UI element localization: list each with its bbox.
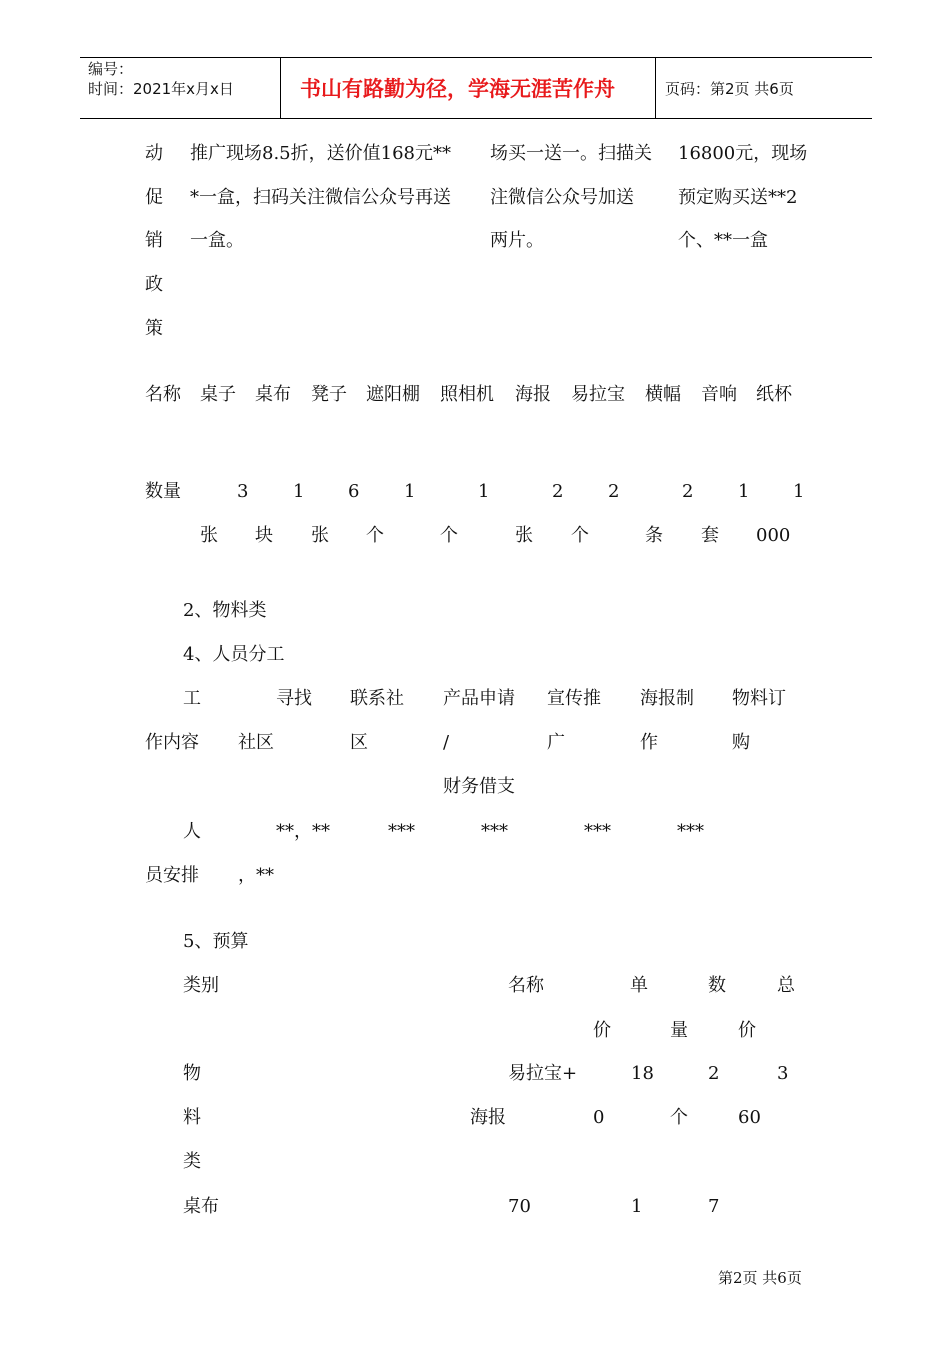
item-qty: 6	[348, 481, 360, 502]
header-top-rule	[80, 57, 872, 58]
staff-person: ，**	[238, 865, 274, 886]
items-name-label: 名称	[145, 384, 181, 405]
header-divider-left	[280, 57, 281, 119]
item-unit: 个	[571, 525, 589, 546]
staff-person: ***	[481, 821, 508, 842]
staff-task: 寻找	[276, 688, 312, 709]
item-name: 桌布	[255, 384, 291, 405]
budget-name-header: 名称	[508, 975, 544, 996]
staff-work-label: 工	[183, 688, 201, 709]
header-page-label: 页码：第2页 共6页	[665, 80, 794, 98]
staff-task: 购	[732, 732, 750, 753]
budget-item-price: 18	[631, 1063, 654, 1084]
staff-task: 区	[350, 732, 368, 753]
staff-task: 海报制	[640, 688, 694, 709]
staff-task: 广	[547, 732, 565, 753]
staff-person: ***	[388, 821, 415, 842]
footer-page-number: 第2页 共6页	[718, 1269, 802, 1287]
header-divider-right	[655, 57, 656, 119]
promo-line: *一盒，扫码关注微信公众号再送	[190, 187, 451, 208]
staff-task: 财务借支	[443, 776, 515, 797]
staff-task: 联系社	[350, 688, 404, 709]
item-unit: 条	[645, 525, 663, 546]
section-budget-heading: 5、预算	[183, 931, 249, 952]
header-bottom-rule	[80, 118, 872, 119]
item-unit: 000	[756, 525, 791, 546]
item-qty: 2	[608, 481, 620, 502]
promo-line: 一盒。	[190, 230, 244, 251]
header-number-label: 编号：	[88, 60, 134, 78]
budget-item-qty: 1	[631, 1196, 643, 1217]
item-name: 照相机	[440, 384, 494, 405]
staff-task: 物料订	[732, 688, 786, 709]
budget-item-total: 3	[777, 1063, 789, 1084]
item-qty: 1	[404, 481, 416, 502]
budget-item-name: 易拉宝+	[508, 1063, 578, 1084]
budget-item-price: 70	[508, 1196, 531, 1217]
promo-line: 16800元，现场	[678, 143, 808, 164]
item-unit: 张	[200, 525, 218, 546]
item-name: 音响	[701, 384, 737, 405]
budget-item-qty: 个	[670, 1107, 688, 1128]
header-motto: 书山有路勤为径，学海无涯苦作舟	[300, 77, 615, 101]
staff-task: 宣传推	[547, 688, 601, 709]
item-qty: 2	[552, 481, 564, 502]
promo-line: 两片。	[490, 230, 544, 251]
budget-category-char: 物	[183, 1063, 201, 1084]
section-materials-heading: 2、物料类	[183, 600, 267, 621]
promo-line: 注微信公众号加送	[490, 187, 634, 208]
header-time-label: 时间：2021年x月x日	[88, 80, 234, 98]
staff-task: 作	[640, 732, 658, 753]
budget-item-name: 桌布	[183, 1196, 219, 1217]
budget-total-header: 总	[777, 975, 795, 996]
promo-side-char: 销	[145, 230, 163, 251]
promo-side-char: 政	[145, 274, 163, 295]
promo-line: 场买一送一。扫描关	[490, 143, 652, 164]
budget-item-qty: 2	[708, 1063, 720, 1084]
item-qty: 1	[293, 481, 305, 502]
item-name: 桌子	[200, 384, 236, 405]
item-unit: 块	[255, 525, 273, 546]
budget-unit-price-header: 价	[593, 1020, 611, 1041]
promo-line: 推广现场8.5折，送价值168元**	[190, 143, 451, 164]
promo-side-char: 动	[145, 143, 163, 164]
item-unit: 张	[311, 525, 329, 546]
budget-total-header: 价	[738, 1020, 756, 1041]
item-qty: 1	[793, 481, 805, 502]
section-staffing-heading: 4、人员分工	[183, 644, 285, 665]
item-name: 海报	[515, 384, 551, 405]
promo-side-char: 促	[145, 187, 163, 208]
item-unit: 套	[701, 525, 719, 546]
items-qty-label: 数量	[145, 481, 181, 502]
staff-person: **，**	[276, 821, 330, 842]
budget-qty-header: 数	[708, 975, 726, 996]
staff-person-label: 员安排	[145, 865, 199, 886]
item-name: 易拉宝	[571, 384, 625, 405]
budget-unit-price-header: 单	[630, 975, 648, 996]
promo-line: 个、**一盒	[678, 230, 768, 251]
promo-side-char: 策	[145, 318, 163, 339]
item-name: 遮阳棚	[366, 384, 420, 405]
item-name: 纸杯	[756, 384, 792, 405]
item-qty: 1	[738, 481, 750, 502]
item-unit: 个	[366, 525, 384, 546]
staff-person: ***	[677, 821, 704, 842]
staff-person-label: 人	[183, 821, 201, 842]
budget-category-char: 料	[183, 1107, 201, 1128]
item-name: 横幅	[645, 384, 681, 405]
staff-work-label: 作内容	[145, 732, 199, 753]
budget-item-price: 0	[593, 1107, 605, 1128]
staff-task: /	[443, 732, 450, 753]
staff-task: 社区	[238, 732, 274, 753]
budget-item-total: 7	[708, 1196, 720, 1217]
item-unit: 张	[515, 525, 533, 546]
item-qty: 1	[478, 481, 490, 502]
item-qty: 2	[682, 481, 694, 502]
staff-task: 产品申请	[443, 688, 515, 709]
budget-qty-header: 量	[670, 1020, 688, 1041]
item-qty: 3	[237, 481, 249, 502]
item-name: 凳子	[311, 384, 347, 405]
promo-line: 预定购买送**2	[678, 187, 798, 208]
budget-category-header: 类别	[183, 975, 219, 996]
item-unit: 个	[440, 525, 458, 546]
staff-person: ***	[584, 821, 611, 842]
budget-item-name: 海报	[470, 1107, 506, 1128]
budget-item-total: 60	[738, 1107, 761, 1128]
budget-category-char: 类	[183, 1151, 201, 1172]
